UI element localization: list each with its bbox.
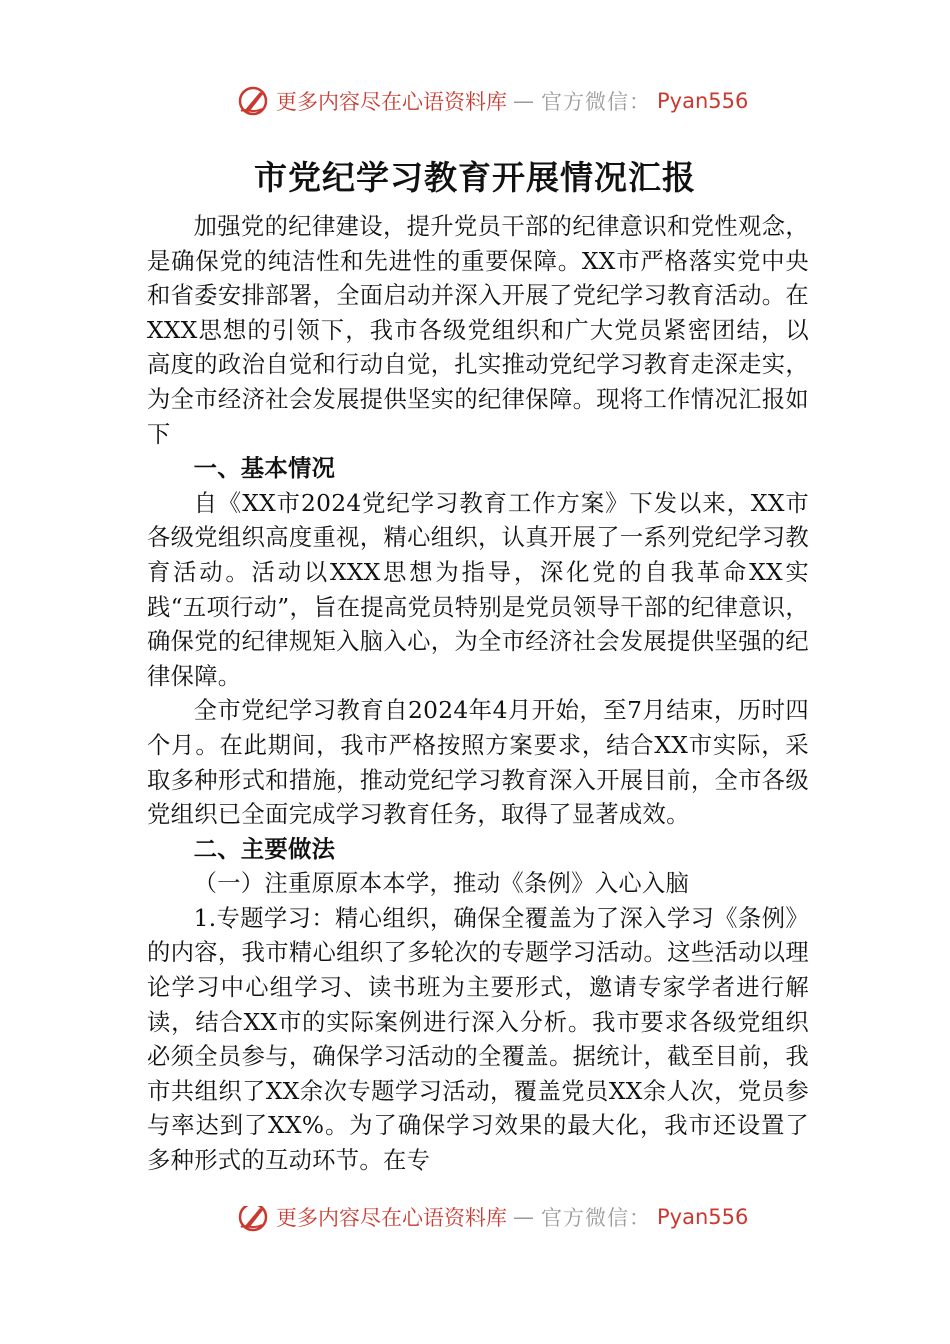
watermark-lead-text: 更多内容尽在心语资料库 [276,1206,507,1230]
section-heading-methods: 二、主要做法 [193,835,336,863]
intro-paragraph: 加强党的纪律建设，提升党员干部的纪律意识和党性观念，是确保党的纯洁性和先进性的重要保障。XX市严格落实党中央和省委安排部署，全面启动并深入开展了党纪学习教育活动。在XXX思想的引领下，我市各级党组织和广大党员紧密团结，以高度的政治自觉和行动自觉，扎实推动党纪学习教育走深走实，为全市经济社会发展提供坚实的纪律保障。现将工作情况汇报如下 [147,213,809,448]
watermark-dash: — [513,89,535,113]
body-paragraph: 全市党纪学习教育自2024年4月开始，至7月结束，历时四个月。在此期间，我市严格按照方案要求，结合XX市实际，采取多种形式和措施，推动党纪学习教育深入开展目前，全市各级党组织已全面完成学习教育任务，取得了显著成效。 [147,697,809,829]
section-heading-basic: 一、基本情况 [193,455,336,483]
watermark-dash: — [513,1206,535,1229]
watermark-label: 官方微信： [541,90,651,114]
watermark-handle: Pyan556 [657,1206,749,1229]
brush-pen-logo-icon [236,84,270,118]
header-watermark [236,84,748,118]
page-title: 市党纪学习教育开展情况汇报 [254,158,696,197]
brush-pen-logo-icon [236,1206,270,1232]
watermark-label: 官方微信： [541,1206,651,1230]
document-body [147,210,809,1179]
footer-watermark [236,1206,748,1232]
subsection-heading: （一）注重原原本本学，推动《条例》入心入脑 [193,870,690,898]
watermark-handle: Pyan556 [657,89,749,113]
watermark-lead-text: 更多内容尽在心语资料库 [276,90,507,114]
body-paragraph: 自《XX市2024党纪学习教育工作方案》下发以来，XX市各级党组织高度重视，精心组织，认真开展了一系列党纪学习教育活动。活动以XXX思想为指导，深化党的自我革命XX实践“五项行动”，旨在提高党员特别是党员领导干部的纪律意识，确保党的纪律规矩入脑入心，为全市经济社会发展提供坚强的纪律保障。 [147,489,809,690]
body-paragraph: 1.专题学习：精心组织，确保全覆盖为了深入学习《条例》的内容，我市精心组织了多轮次的专题学习活动。这些活动以理论学习中心组学习、读书班为主要形式，邀请专家学者进行解读，结合XX市的实际案例进行深入分析。我市要求各级党组织必须全员参与，确保学习活动的全覆盖。据统计，截至目前，我市共组织了XX余次专题学习活动，覆盖党员XX余人次，党员参与率达到了XX%。为了确保学习效果的最大化，我市还设置了多种形式的互动环节。在专 [147,904,809,1175]
